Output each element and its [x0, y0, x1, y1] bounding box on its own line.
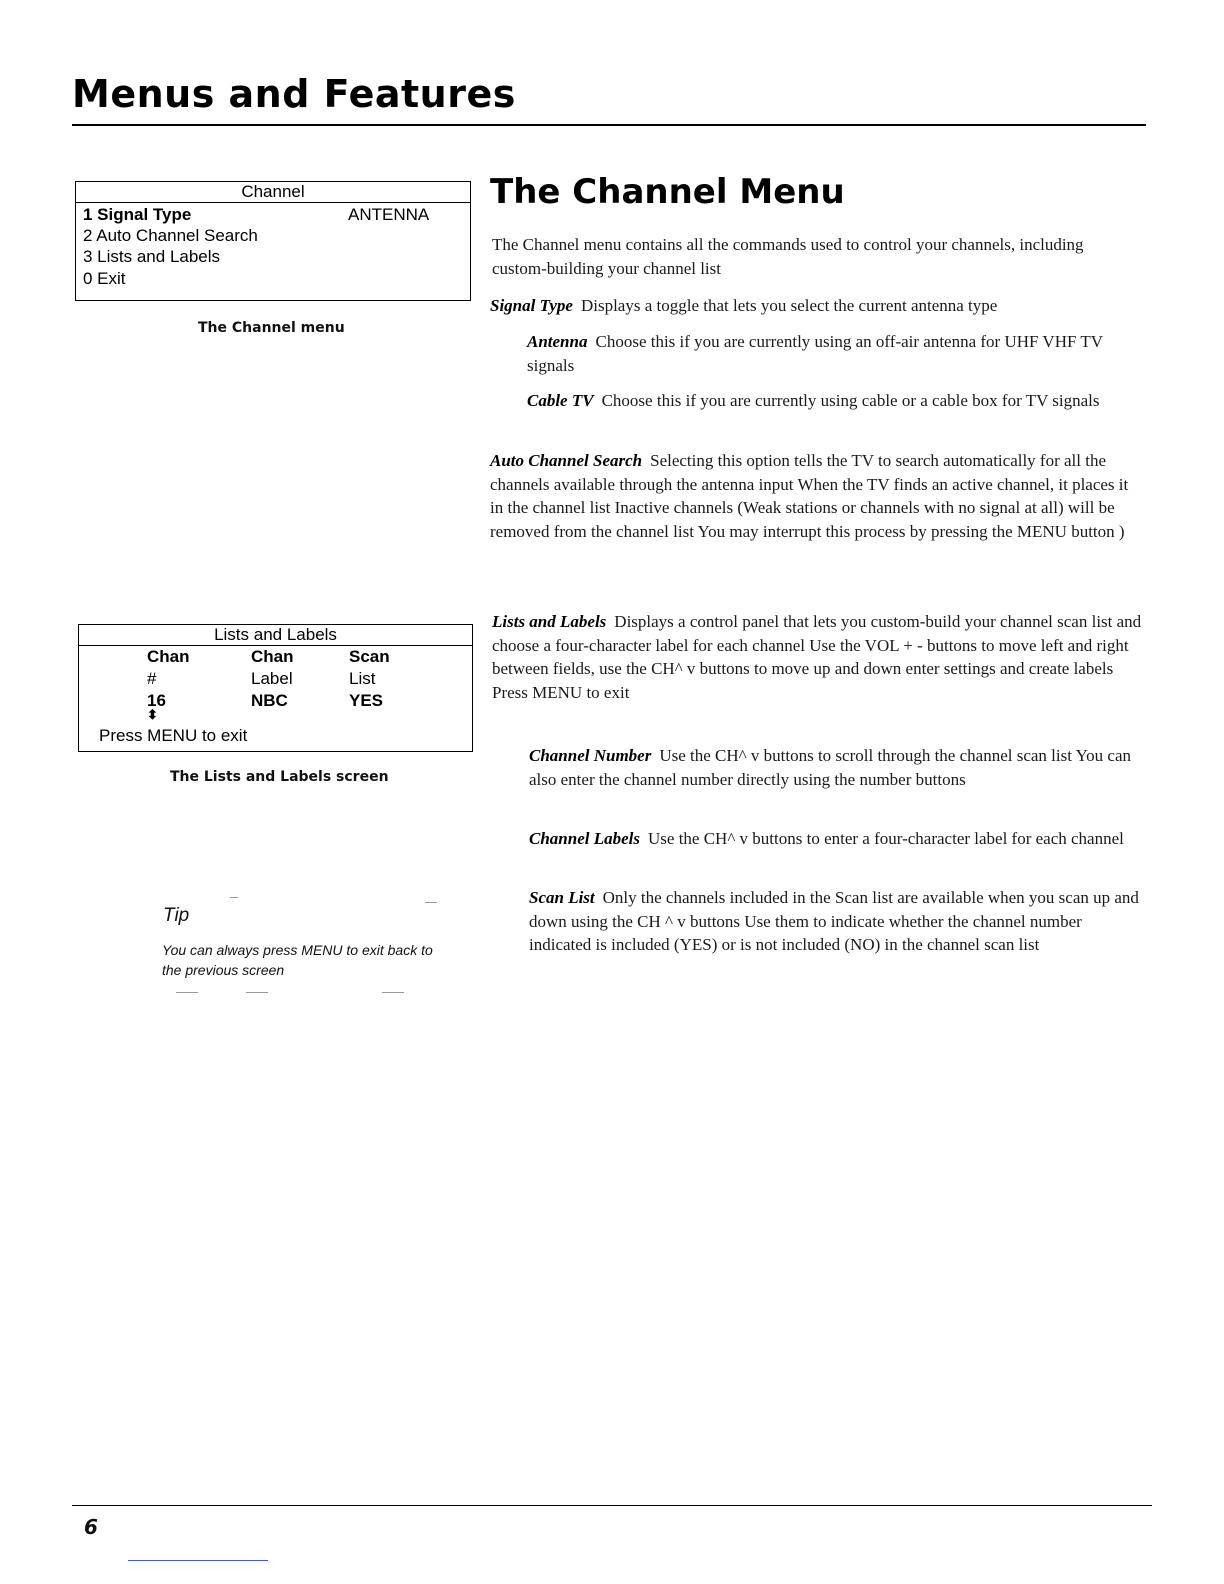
page-header-title: Menus and Features	[72, 72, 516, 116]
cable-text: Choose this if you are currently using cable or a cable box for TV signals	[601, 391, 1100, 410]
channel-menu-item-exit: 0 Exit	[83, 269, 126, 288]
lists-labels-text: Displays a control panel that lets you custom-build your channel scan list and choose a four-character label for each channel Use the VOL + - buttons to move left and right between fields, use the CH^ v buttons to move up and down enter settings and create labels Press MENU to exit	[492, 612, 1142, 702]
channel-labels-text: Use the CH^ v buttons to enter a four-character label for each channel	[648, 829, 1124, 848]
page-number: 6	[84, 1515, 98, 1539]
tip-text: You can always press MENU to exit back to the previous screen	[162, 942, 433, 978]
antenna-text: Choose this if you are currently using an off-air antenna for UHF VHF TV signals	[527, 332, 1103, 375]
tip-dash	[425, 902, 437, 903]
intro-paragraph: The Channel menu contains all the commands used to control your channels, including custom-building your channel list	[492, 235, 1084, 278]
auto-search-paragraph	[490, 449, 1140, 543]
lists-labels-footer: Press MENU to exit	[99, 726, 248, 745]
updown-arrow-icon: ⬍	[147, 707, 158, 722]
tip-dash	[176, 992, 198, 993]
header-scan: Scan	[349, 647, 390, 666]
channel-menu-box	[75, 181, 471, 301]
lists-labels-title: Lists and Labels	[79, 625, 472, 646]
tip-dash	[230, 897, 238, 898]
tip-dash	[382, 992, 404, 993]
cable-term: Cable TV	[527, 391, 594, 410]
auto-search-text: Selecting this option tells the TV to search automatically for all the channels available through the antenna input When the TV finds an active channel, it places it in the channel list Inactive channels (Weak stations or channels with no signal at all) will be removed from the channel list You may interrupt this process by pressing the MENU button )	[490, 451, 1129, 541]
cable-paragraph	[527, 389, 1139, 413]
header-hash: #	[147, 669, 157, 688]
channel-number-paragraph	[529, 744, 1141, 791]
auto-search-term: Auto Channel Search	[490, 451, 643, 470]
signal-type-text: Displays a toggle that lets you select the current antenna type	[580, 296, 998, 315]
header-label: Label	[251, 669, 293, 688]
antenna-paragraph	[527, 330, 1139, 377]
antenna-term: Antenna	[527, 332, 588, 351]
channel-number-term: Channel Number	[529, 746, 652, 765]
lists-labels-paragraph	[492, 610, 1142, 704]
row-chan-label: NBC	[251, 691, 288, 710]
channel-menu-item-lists-labels: 3 Lists and Labels	[83, 247, 221, 266]
scan-list-text: Only the channels included in the Scan list are available when you scan up and down using the CH ^ v buttons Use them to indicate whether the channel number indicated is included (YES) or is not included (NO) in the channel scan list	[529, 888, 1139, 954]
scan-list-paragraph	[529, 886, 1141, 957]
scan-list-term: Scan List	[529, 888, 595, 907]
footer-blue-line	[128, 1560, 268, 1561]
header-list: List	[349, 669, 376, 688]
lists-labels-caption: The Lists and Labels screen	[170, 769, 389, 785]
section-title: The Channel Menu	[490, 172, 845, 212]
channel-menu-item-label: 1 Signal Type	[83, 205, 192, 224]
row-scan-list: YES	[349, 691, 384, 710]
channel-menu-caption: The Channel menu	[198, 320, 345, 336]
channel-menu-item-signal-type	[83, 204, 430, 225]
lists-labels-term: Lists and Labels	[492, 612, 607, 631]
channel-labels-paragraph	[529, 827, 1141, 851]
channel-number-text: Use the CH^ v buttons to scroll through the channel scan list You can also enter the channel number directly using the number buttons	[529, 746, 1131, 789]
header-rule	[72, 124, 1146, 126]
signal-type-term: Signal Type	[490, 296, 573, 315]
tip-heading: Tip	[163, 905, 190, 926]
header-chan-2: Chan	[251, 647, 294, 666]
footer-rule	[72, 1505, 1152, 1506]
tip-dash	[246, 992, 268, 993]
channel-menu-item-auto-search: 2 Auto Channel Search	[83, 226, 258, 245]
signal-type-paragraph	[490, 294, 1150, 318]
channel-menu-title: Channel	[76, 182, 470, 203]
channel-menu-item-value: ANTENNA	[348, 205, 430, 224]
row-chan-number: 16	[147, 691, 166, 710]
header-chan-1: Chan	[147, 647, 190, 666]
channel-labels-term: Channel Labels	[529, 829, 640, 848]
lists-labels-box	[78, 624, 473, 752]
